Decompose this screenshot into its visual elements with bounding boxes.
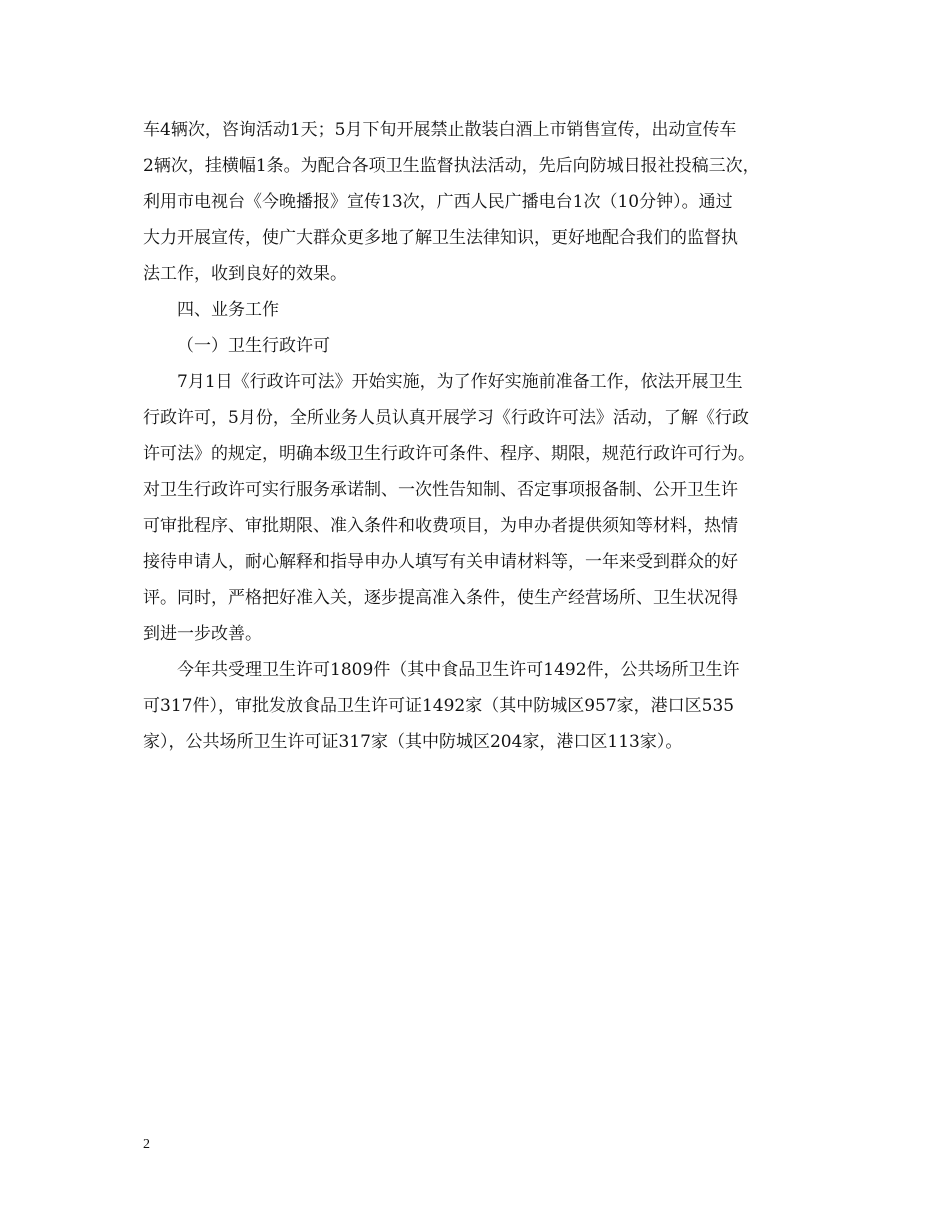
text-line: 对卫生行政许可实行服务承诺制、一次性告知制、否定事项报备制、公开卫生许 [143, 480, 738, 500]
text-line: 利用市电视台《今晚播报》宣传13次，广西人民广播电台1次（10分钟）。通过 [143, 192, 733, 212]
document-body [143, 112, 823, 760]
subsection-heading: （一）卫生行政许可 [177, 336, 330, 356]
text-line: 今年共受理卫生许可1809件（其中食品卫生许可1492件，公共场所卫生许 [177, 660, 740, 680]
text-line: 可317件），审批发放食品卫生许可证1492家（其中防城区957家，港口区535 [143, 696, 735, 716]
text-line: 评。同时，严格把好准入关，逐步提高准入条件，使生产经营场所、卫生状况得 [143, 588, 738, 608]
text-line: 可审批程序、审批期限、准入条件和收费项目，为申办者提供须知等材料，热情 [143, 516, 738, 536]
text-line: 法工作，收到良好的效果。 [143, 264, 347, 284]
text-line: 大力开展宣传，使广大群众更多地了解卫生法律知识，更好地配合我们的监督执 [143, 228, 738, 248]
text-line: 许可法》的规定，明确本级卫生行政许可条件、程序、期限，规范行政许可行为。 [143, 444, 755, 464]
text-line: 行政许可，5月份，全所业务人员认真开展学习《行政许可法》活动，了解《行政 [143, 408, 749, 428]
text-line: 2辆次，挂横幅1条。为配合各项卫生监督执法活动，先后向防城日报社投稿三次， [143, 156, 760, 176]
text-line: 接待申请人，耐心解释和指导申办人填写有关申请材料等，一年来受到群众的好 [143, 552, 738, 572]
text-line: 7月1日《行政许可法》开始实施，为了作好实施前准备工作，依法开展卫生 [177, 372, 743, 392]
page-number: 2 [143, 1137, 150, 1152]
text-line: 家），公共场所卫生许可证317家（其中防城区204家，港口区113家）。 [143, 732, 683, 752]
text-line: 车4辆次，咨询活动1天；5月下旬开展禁止散装白酒上市销售宣传，出动宣传车 [143, 120, 737, 140]
section-heading: 四、业务工作 [177, 300, 279, 320]
text-line: 到进一步改善。 [143, 624, 262, 644]
